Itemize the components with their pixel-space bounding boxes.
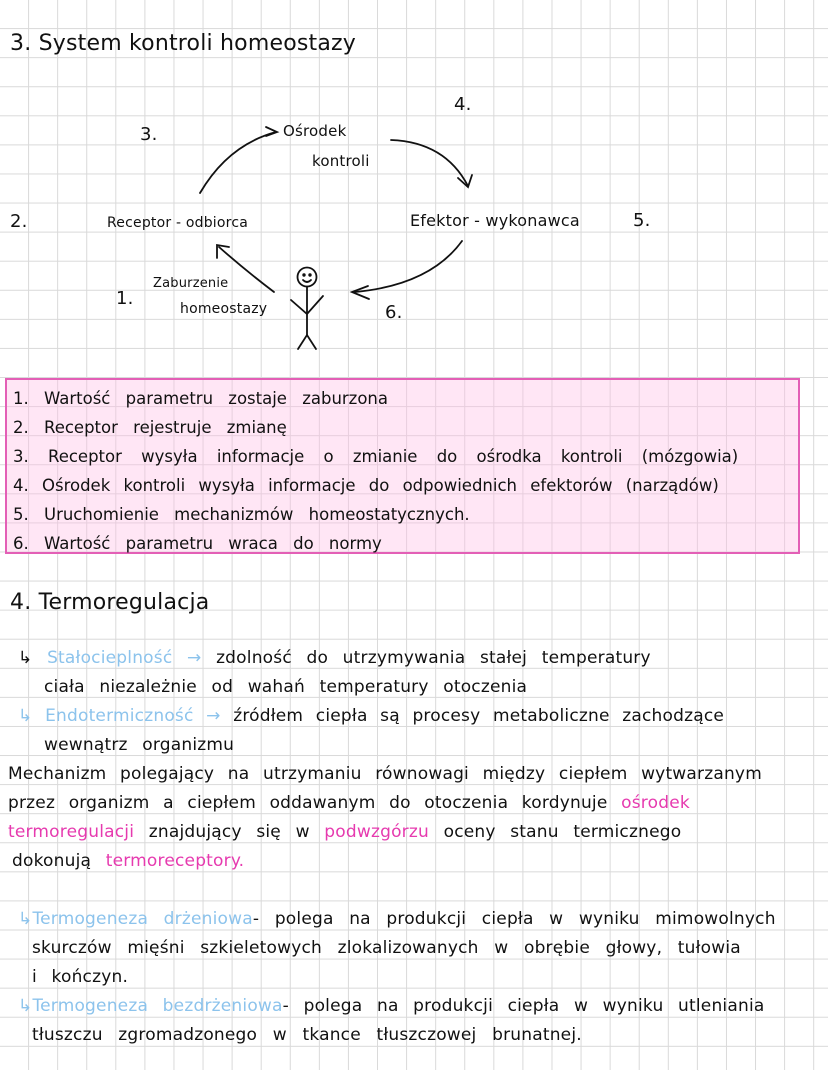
text: oceny stanu termicznego — [443, 822, 682, 842]
arrow-receptor-to-control — [200, 132, 276, 193]
definition-endothermy-line1 — [18, 708, 724, 725]
term-endothermy: Endotermiczność — [45, 706, 194, 726]
term-thermoregulation: termoregulacji — [8, 822, 135, 842]
shivering-thermogenesis-line1 — [18, 911, 776, 928]
step-item-4: 4. Ośrodek kontroli wysyła informacje do odpowiednich efektorów (narządów) — [13, 476, 719, 495]
nonshivering-thermogenesis-line2: tłuszczu zgromadzonego w tkance tłuszczowej brunatnej. — [32, 1025, 582, 1045]
arrow-control-to-effector — [391, 140, 468, 186]
text: przez organizm a ciepłem oddawanym do otoczenia kordynuje — [8, 793, 608, 813]
term-nonshivering-thermogenesis: Termogeneza bezdrżeniowa — [32, 996, 283, 1016]
step-number-6: 6. — [385, 302, 403, 323]
bullet-arrow-icon: ↳ — [18, 909, 33, 929]
step-item-2: 2. Receptor rejestruje zmianę — [13, 418, 287, 437]
node-disturbance-line1: Zaburzenie — [153, 276, 229, 291]
mechanism-line4 — [12, 853, 244, 870]
arrowhead-icon — [352, 286, 369, 299]
node-control-center-line1: Ośrodek — [283, 122, 347, 140]
homeostasis-cycle-diagram — [0, 0, 828, 370]
step-item-5: 5. Uruchomienie mechanizmów homeostatycznych. — [13, 505, 470, 524]
text: - polega na produkcji ciepła w wyniku mimowolnych — [252, 909, 776, 929]
term-shivering-thermogenesis: Termogeneza drżeniowa — [32, 909, 253, 929]
definition-text: źródłem ciepła są procesy metaboliczne zachodzące — [233, 706, 725, 726]
arrow-icon: → — [206, 706, 221, 726]
node-receptor: Receptor - odbiorca — [107, 215, 248, 231]
node-disturbance-line2: homeostazy — [180, 301, 268, 317]
arrow-effector-to-person — [355, 241, 462, 292]
bullet-arrow-icon: ↳ — [18, 648, 33, 668]
nonshivering-thermogenesis-line1 — [18, 998, 765, 1015]
mechanism-line1: Mechanizm polegający na utrzymaniu równowagi między ciepłem wytwarzanym — [8, 764, 762, 784]
step-number-2: 2. — [10, 211, 28, 232]
step-number-1: 1. — [116, 288, 134, 309]
shivering-thermogenesis-line2: skurczów mięśni szkieletowych zlokalizowanych w obrębie głowy, tułowia — [32, 938, 741, 958]
step-item-1: 1. Wartość parametru zostaje zaburzona — [13, 389, 389, 408]
section-title-thermoregulation: 4. Termoregulacja — [10, 590, 210, 615]
definition-homeothermy-line2: ciała niezależnie od wahań temperatury otoczenia — [44, 677, 528, 697]
node-control-center-line2: kontroli — [312, 152, 370, 170]
homeostasis-steps-box — [5, 378, 800, 554]
text: znajdujący się w — [148, 822, 310, 842]
definition-homeothermy-line1 — [18, 650, 651, 667]
arrowhead-icon — [266, 127, 277, 136]
text: - polega na produkcji ciepła w wyniku utleniania — [282, 996, 765, 1016]
term-thermoreceptors: termoreceptory. — [105, 851, 245, 871]
mechanism-line3 — [8, 824, 681, 841]
term-control-center: ośrodek — [621, 793, 690, 813]
step-number-4: 4. — [454, 94, 472, 115]
stick-figure-icon — [291, 268, 323, 350]
definition-endothermy-line2: wewnątrz organizmu — [44, 735, 235, 755]
mechanism-line2 — [8, 795, 690, 812]
step-item-3: 3. Receptor wysyła informacje o zmianie do ośrodka kontroli (mózgowia) — [13, 447, 739, 466]
step-number-5: 5. — [633, 210, 651, 231]
arrow-icon: → — [187, 648, 202, 668]
term-hypothalamus: podwzgórzu — [324, 822, 429, 842]
text: dokonują — [12, 851, 92, 871]
term-homeothermy: Stałocieplność — [47, 648, 173, 668]
bullet-arrow-icon: ↳ — [18, 996, 33, 1016]
step-number-3: 3. — [140, 124, 158, 145]
definition-text: zdolność do utrzymywania stałej temperatury — [216, 648, 651, 668]
bullet-arrow-icon: ↳ — [18, 706, 33, 726]
shivering-thermogenesis-line3: i kończyn. — [32, 967, 129, 987]
node-effector: Efektor - wykonawca — [410, 211, 580, 230]
step-item-6: 6. Wartość parametru wraca do normy — [13, 534, 382, 553]
section-title-homeostasis: 3. System kontroli homeostazy — [10, 31, 357, 56]
